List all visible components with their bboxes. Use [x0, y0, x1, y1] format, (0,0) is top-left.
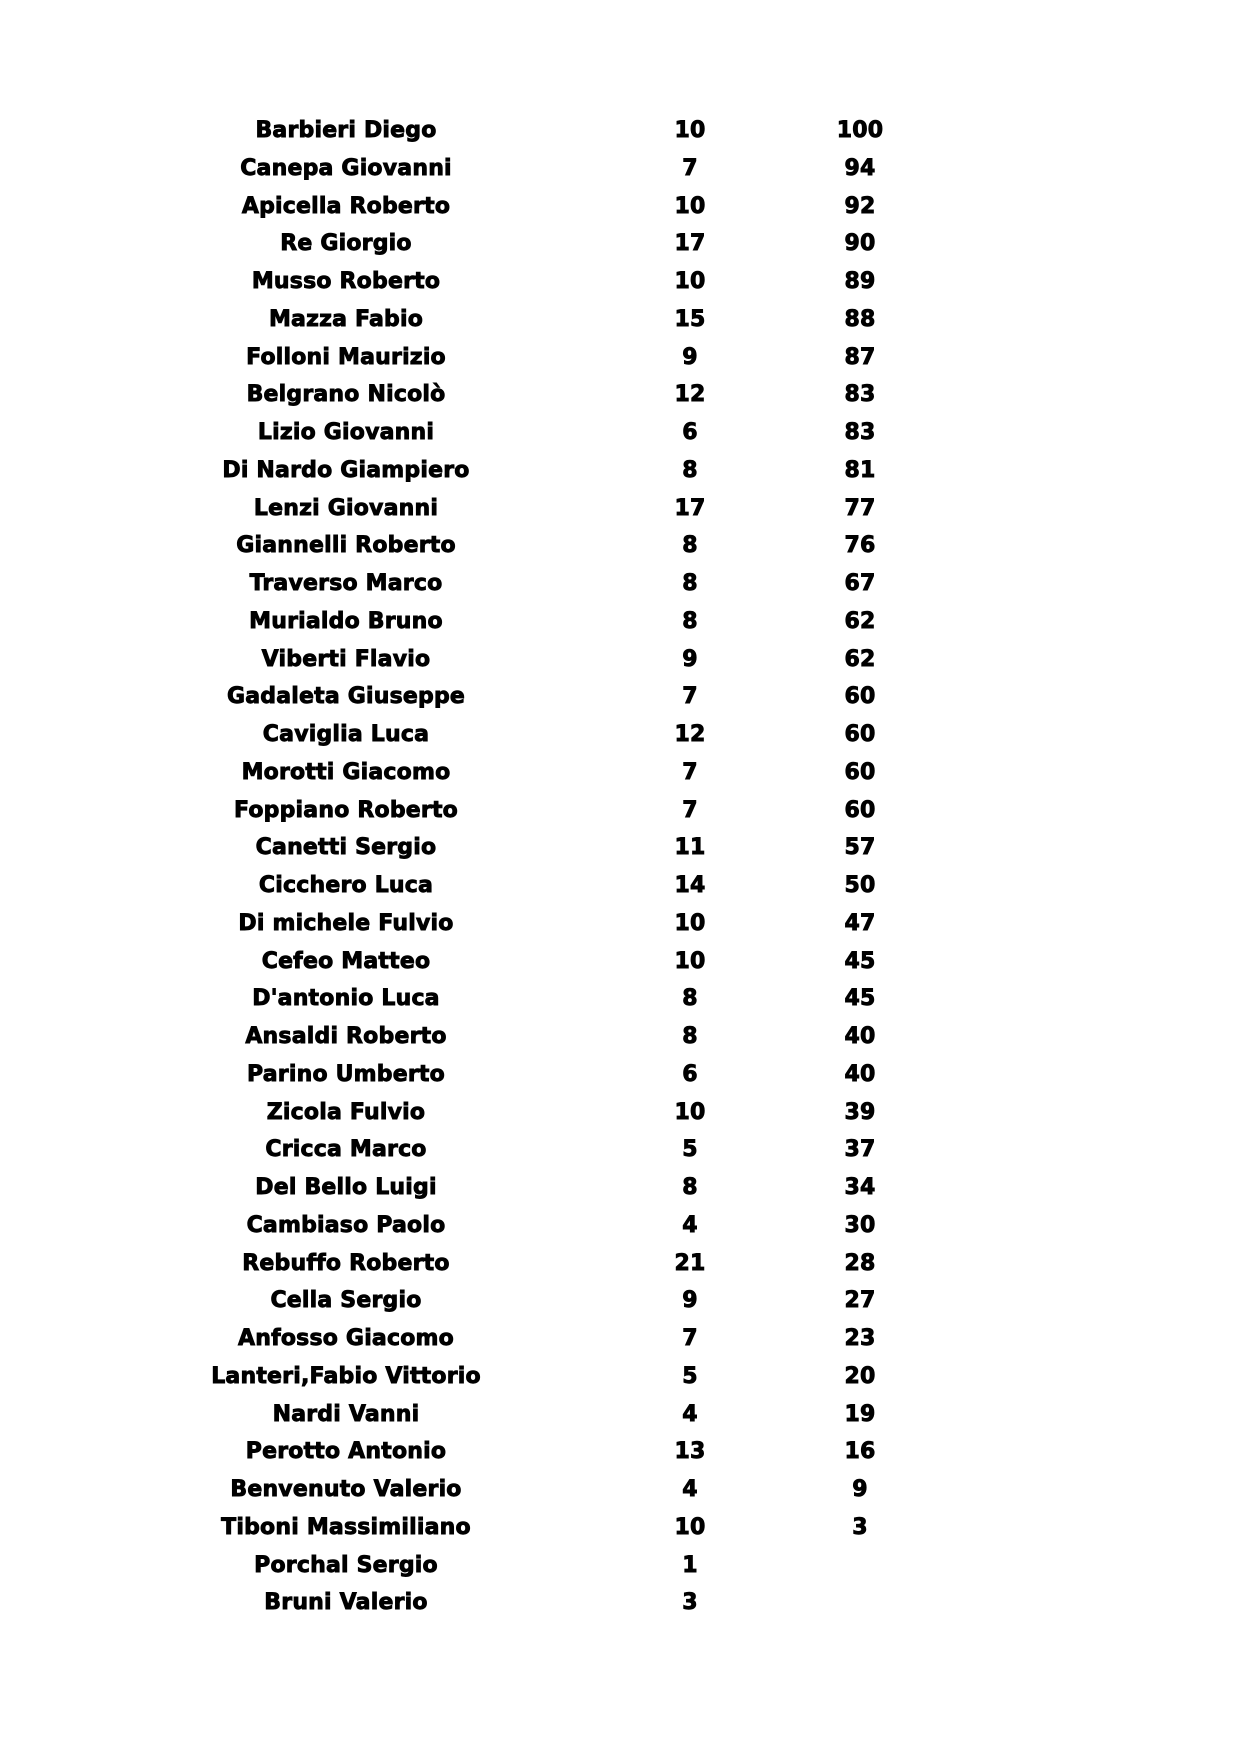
player-name: Bruni Valerio — [264, 1590, 428, 1616]
score-value: 20 — [844, 1363, 876, 1389]
score-value: 92 — [844, 193, 876, 219]
player-name: Folloni Maurizio — [246, 344, 446, 370]
table-row — [0, 1320, 1240, 1358]
count-value: 8 — [682, 986, 698, 1012]
score-value: 89 — [844, 269, 876, 294]
count-value: 12 — [674, 382, 706, 408]
score-value: 50 — [844, 873, 876, 898]
table-row — [0, 565, 1240, 603]
table-row — [0, 1169, 1240, 1207]
table-row — [0, 943, 1240, 981]
player-name: Viberti Flavio — [261, 646, 431, 672]
table-row — [0, 1433, 1240, 1471]
count-value: 21 — [674, 1250, 706, 1276]
table-row — [0, 1358, 1240, 1396]
table-row — [0, 1509, 1240, 1547]
count-value: 17 — [674, 231, 706, 257]
count-value: 7 — [682, 1326, 698, 1351]
score-value: 28 — [844, 1250, 876, 1276]
table-row — [0, 1282, 1240, 1320]
table-row — [0, 188, 1240, 226]
count-value: 9 — [682, 1288, 698, 1314]
count-value: 14 — [674, 873, 706, 898]
count-value: 10 — [674, 948, 706, 974]
player-name: Traverso Marco — [249, 571, 443, 596]
count-value: 10 — [674, 910, 706, 936]
player-name: Musso Roberto — [251, 269, 441, 294]
score-value: 37 — [844, 1137, 876, 1163]
count-value: 10 — [674, 1514, 706, 1540]
score-value: 3 — [852, 1514, 868, 1540]
player-name: Cicchero Luca — [258, 873, 434, 898]
table-row — [0, 980, 1240, 1018]
count-value: 9 — [682, 344, 698, 370]
player-name: Barbieri Diego — [255, 118, 437, 143]
player-name: Zicola Fulvio — [266, 1099, 426, 1125]
table-row — [0, 716, 1240, 754]
score-value: 87 — [844, 344, 876, 370]
table-row — [0, 150, 1240, 188]
score-value: 39 — [844, 1099, 876, 1125]
score-value: 45 — [844, 948, 876, 974]
score-value: 83 — [844, 420, 876, 445]
count-value: 8 — [682, 457, 698, 483]
score-value: 9 — [852, 1477, 868, 1502]
score-value: 27 — [844, 1288, 876, 1314]
score-value: 88 — [844, 306, 876, 332]
player-name: Re Giorgio — [280, 231, 412, 257]
score-value: 19 — [844, 1401, 876, 1427]
player-name: Parino Umberto — [247, 1061, 445, 1087]
table-row — [0, 1547, 1240, 1585]
player-name: Porchal Sergio — [254, 1552, 438, 1578]
count-value: 12 — [674, 722, 706, 747]
score-value: 40 — [844, 1024, 876, 1049]
count-value: 10 — [674, 118, 706, 143]
table-row — [0, 527, 1240, 565]
count-value: 17 — [674, 495, 706, 521]
count-value: 11 — [674, 835, 706, 861]
table-row — [0, 905, 1240, 943]
player-name: Canepa Giovanni — [240, 155, 452, 181]
table-row — [0, 1584, 1240, 1622]
ranking-table — [0, 112, 1240, 1622]
count-value: 1 — [682, 1552, 698, 1578]
table-row — [0, 1245, 1240, 1283]
count-value: 7 — [682, 684, 698, 710]
table-row — [0, 339, 1240, 377]
player-name: Cefeo Matteo — [261, 948, 431, 974]
player-name: Di michele Fulvio — [238, 910, 454, 936]
table-row — [0, 376, 1240, 414]
count-value: 4 — [682, 1401, 698, 1427]
player-name: Foppiano Roberto — [234, 797, 458, 823]
player-name: Belgrano Nicolò — [246, 382, 446, 408]
count-value: 10 — [674, 1099, 706, 1125]
player-name: Di Nardo Giampiero — [222, 457, 470, 483]
player-name: Ansaldi Roberto — [245, 1024, 447, 1049]
player-name: Tiboni Massimiliano — [221, 1514, 471, 1540]
score-value: 94 — [844, 155, 876, 181]
player-name: Cella Sergio — [270, 1288, 422, 1314]
score-value: 47 — [844, 910, 876, 936]
table-row — [0, 1471, 1240, 1509]
table-row — [0, 263, 1240, 301]
count-value: 7 — [682, 155, 698, 181]
score-value: 60 — [844, 797, 876, 823]
player-name: Lenzi Giovanni — [253, 495, 439, 521]
table-row — [0, 414, 1240, 452]
table-row — [0, 1094, 1240, 1132]
score-value: 100 — [836, 118, 884, 143]
count-value: 4 — [682, 1212, 698, 1238]
player-name: Giannelli Roberto — [236, 533, 456, 559]
player-name: Lizio Giovanni — [257, 420, 435, 445]
player-name: D'antonio Luca — [252, 986, 440, 1012]
count-value: 5 — [682, 1137, 698, 1163]
score-value: 81 — [844, 457, 876, 483]
player-name: Rebuffo Roberto — [242, 1250, 450, 1276]
table-row — [0, 112, 1240, 150]
count-value: 13 — [674, 1439, 706, 1465]
table-row — [0, 678, 1240, 716]
count-value: 3 — [682, 1590, 698, 1616]
score-value: 45 — [844, 986, 876, 1012]
count-value: 10 — [674, 193, 706, 219]
player-name: Anfosso Giacomo — [238, 1326, 454, 1351]
table-row — [0, 792, 1240, 830]
player-name: Mazza Fabio — [268, 306, 424, 332]
score-value: 60 — [844, 759, 876, 785]
score-value: 23 — [844, 1326, 876, 1351]
player-name: Del Bello Luigi — [255, 1175, 437, 1200]
score-value: 76 — [844, 533, 876, 559]
player-name: Murialdo Bruno — [249, 608, 443, 634]
player-name: Cricca Marco — [265, 1137, 427, 1163]
score-value: 60 — [844, 684, 876, 710]
score-value: 30 — [844, 1212, 876, 1238]
table-row — [0, 867, 1240, 905]
count-value: 6 — [682, 420, 698, 445]
score-value: 34 — [844, 1175, 876, 1200]
count-value: 7 — [682, 797, 698, 823]
table-row — [0, 829, 1240, 867]
player-name: Caviglia Luca — [262, 722, 430, 747]
score-value: 67 — [844, 571, 876, 596]
score-value: 57 — [844, 835, 876, 861]
score-value: 90 — [844, 231, 876, 257]
table-row — [0, 1396, 1240, 1434]
player-name: Gadaleta Giuseppe — [226, 684, 466, 710]
table-row — [0, 603, 1240, 641]
score-value: 77 — [844, 495, 876, 521]
score-value: 60 — [844, 722, 876, 747]
table-row — [0, 225, 1240, 263]
score-value: 62 — [844, 608, 876, 634]
count-value: 8 — [682, 1024, 698, 1049]
count-value: 4 — [682, 1477, 698, 1502]
player-name: Morotti Giacomo — [241, 759, 451, 785]
score-value: 16 — [844, 1439, 876, 1465]
score-value: 62 — [844, 646, 876, 672]
count-value: 15 — [674, 306, 706, 332]
count-value: 8 — [682, 608, 698, 634]
player-name: Lanteri,Fabio Vittorio — [211, 1363, 481, 1389]
count-value: 5 — [682, 1363, 698, 1389]
table-row — [0, 641, 1240, 679]
player-name: Nardi Vanni — [272, 1401, 420, 1427]
player-name: Benvenuto Valerio — [230, 1477, 462, 1502]
count-value: 9 — [682, 646, 698, 672]
player-name: Cambiaso Paolo — [246, 1212, 446, 1238]
count-value: 7 — [682, 759, 698, 785]
table-row — [0, 1207, 1240, 1245]
count-value: 10 — [674, 269, 706, 294]
table-row — [0, 301, 1240, 339]
count-value: 8 — [682, 533, 698, 559]
table-row — [0, 452, 1240, 490]
player-name: Canetti Sergio — [255, 835, 437, 861]
player-name: Apicella Roberto — [241, 193, 451, 219]
count-value: 8 — [682, 1175, 698, 1200]
table-row — [0, 1131, 1240, 1169]
table-row — [0, 754, 1240, 792]
player-name: Perotto Antonio — [245, 1439, 447, 1465]
count-value: 8 — [682, 571, 698, 596]
score-value: 40 — [844, 1061, 876, 1087]
count-value: 6 — [682, 1061, 698, 1087]
table-row — [0, 490, 1240, 528]
score-value: 83 — [844, 382, 876, 408]
table-row — [0, 1018, 1240, 1056]
table-row — [0, 1056, 1240, 1094]
